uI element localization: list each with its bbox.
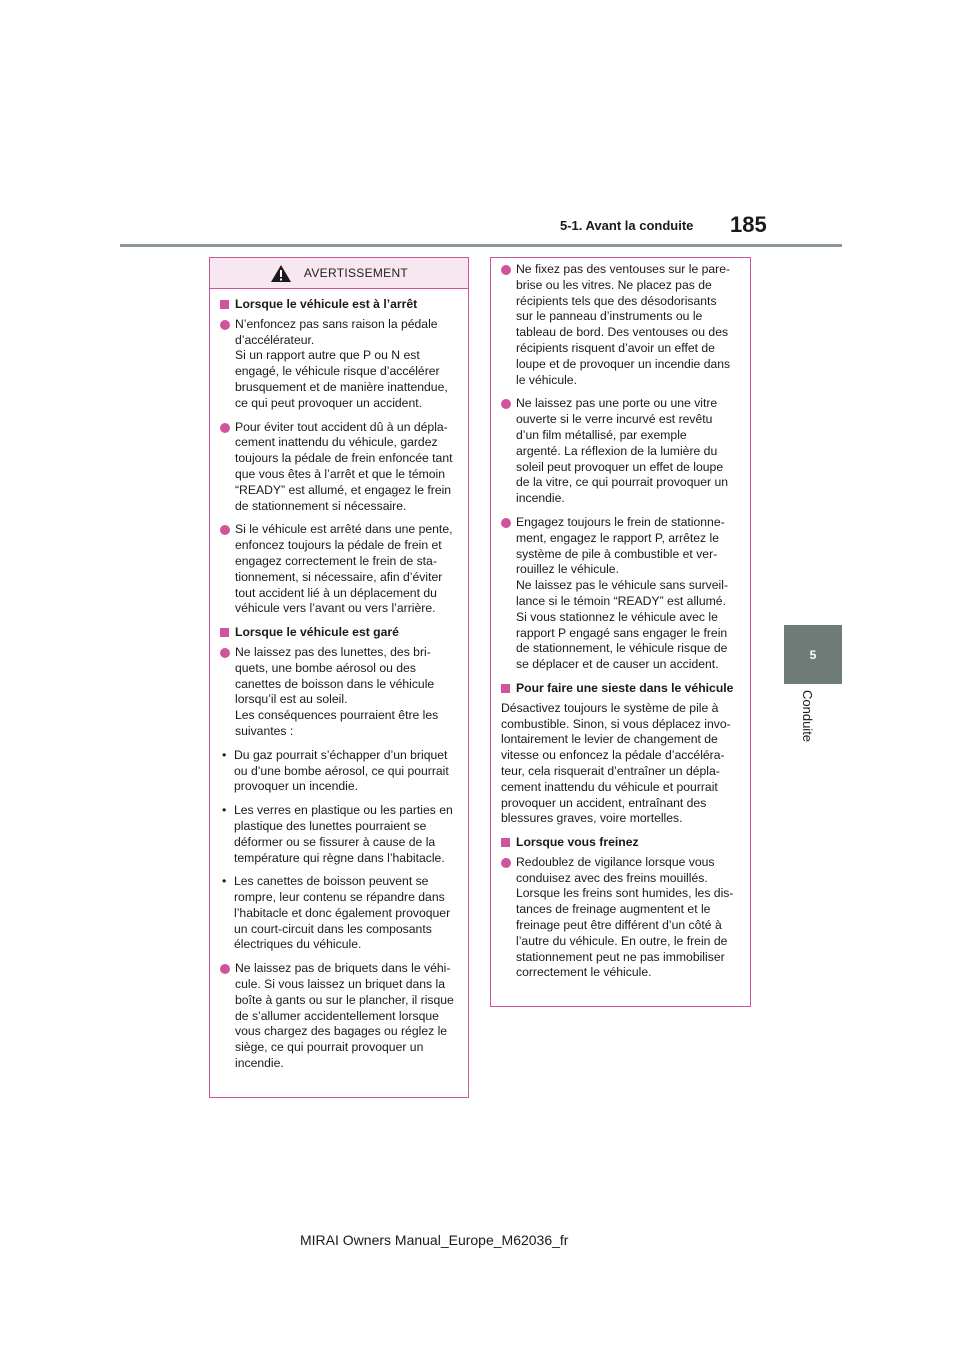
header-section-title: 5-1. Avant la conduite	[560, 218, 694, 233]
list-item: N’enfoncez pas sans raison la pédale d’accélérateur. Si un rapport autre que P ou N est engagé, le véhicule risque d’accélérer brusquement et de manière inattendue, ce qui peut provoquer un accident.	[220, 317, 458, 412]
square-bullet-icon	[220, 628, 229, 637]
subheading-nap: Pour faire une sieste dans le véhicule	[501, 681, 740, 697]
list-item: Ne laissez pas une porte ou une vitre ouverte si le verre incurvé est revêtu d’un film métallisé, par exemple argenté. La réflexion de la lumière du soleil peut provoquer un effet de loupe de la vitre, ce qui pourrait provoquer un incendie.	[501, 396, 740, 507]
list-item: Ne fixez pas des ventouses sur le pare- brise ou les vitres. Ne placez pas de récipients tels que des désodorisants sur le panneau d’instruments ou le tableau de bord. Des ventouses ou des récipients risquent d’avoir un effet de loupe et de provoquer un incendie dans le véhicule.	[501, 262, 740, 388]
round-bullet-icon	[501, 265, 511, 275]
chapter-tab[interactable]: 5	[784, 625, 842, 684]
round-bullet-icon	[220, 525, 230, 535]
square-bullet-icon	[501, 684, 510, 693]
square-bullet-icon	[501, 838, 510, 847]
warning-box-right	[490, 257, 751, 1007]
round-bullet-icon	[220, 648, 230, 658]
warning-triangle-icon	[270, 264, 292, 283]
subheading-parked: Lorsque le véhicule est garé	[220, 625, 458, 641]
sub-list-item: • Du gaz pourrait s’échapper d’un briquet ou d’une bombe aérosol, ce qui pourrait provoquer un incendie.	[222, 747, 449, 794]
round-bullet-icon	[501, 399, 511, 409]
round-bullet-icon	[220, 423, 230, 433]
list-item: Si le véhicule est arrêté dans une pente, enfoncez toujours la pédale de frein et engagez correctement le frein de sta- tionnement, si nécessaire, afin d’éviter tout accident lié à un déplacement du véhicule vers l’avant ou vers l’arrière.	[220, 522, 458, 617]
round-bullet-icon	[501, 518, 511, 528]
round-bullet-icon	[220, 964, 230, 974]
warning-header	[210, 258, 468, 289]
footer-manual-title: MIRAI Owners Manual_Europe_M62036_fr	[300, 1232, 569, 1248]
page-number: 185	[730, 212, 767, 237]
square-bullet-icon	[220, 300, 229, 309]
list-item: Ne laissez pas de briquets dans le véhi- cule. Si vous laissez un briquet dans la boîte à gants ou sur le plancher, il risque de s’allumer accidentellement lorsque vous chargez des bagages ou réglez le siège, ce qui pourrait provoquer un incendie.	[220, 961, 458, 1072]
chapter-label: Conduite	[800, 690, 815, 743]
list-item: Ne laissez pas des lunettes, des bri- quets, une bombe aérosol ou des canettes de boisson dans le véhicule lorsqu’il est au soleil. Les conséquences pourraient être les suivantes :	[220, 645, 458, 740]
list-item: Redoublez de vigilance lorsque vous conduisez avec des freins mouillés. Lorsque les freins sont humides, les dis- tances de freinage augmentent et le freinage peut être différent d’un côté à l’autre du véhicule. En outre, le frein de stationnement peut ne pas immobiliser correctement le véhicule.	[501, 855, 740, 981]
sub-list-item: • Les verres en plastique ou les parties en plastique des lunettes pourraient se déformer ou se fissurer à cause de la température qui règne dans l’habitacle.	[222, 803, 453, 865]
paragraph-nap: Désactivez toujours le système de pile à combustible. Sinon, si vous déplacez invo- lontairement le levier de changement de vitesse ou enfoncez la pédale d’accéléra- teur, cela risquerait d’entraîner un dépla- cement inattendu du véhicule et pourrait provoquer un accident, entraînant des blessures graves, voire mortelles.	[501, 700, 731, 826]
round-bullet-icon	[220, 320, 230, 330]
warning-box-left	[209, 257, 469, 1098]
sub-list-item: • Les canettes de boisson peuvent se rompre, leur contenu se répandre dans l’habitacle et donc également provoquer un court-circuit dans les composants électriques du véhicule.	[222, 874, 451, 952]
subheading-stopped: Lorsque le véhicule est à l’arrêt	[220, 297, 458, 313]
list-item: Pour éviter tout accident dû à un dépla- cement inattendu du véhicule, gardez toujours la pédale de frein enfoncée tant que vous êtes à l’arrêt et que le témoin “READY” est allumé, et engagez le frein de stationnement si nécessaire.	[220, 420, 458, 515]
list-item: Engagez toujours le frein de stationne- ment, engagez le rapport P, arrêtez le système de pile à combustible et ver- rouillez le véhicule. Ne laissez pas le véhicule sans surveil- lance si le témoin “READY” est allumé. Si vous stationnez le véhicule avec le rapport P engagé sans engager le frein de stationnement, le véhicule risque de se déplacer et de causer un accident.	[501, 515, 740, 673]
subheading-braking: Lorsque vous freinez	[501, 835, 740, 851]
header-rule	[120, 244, 842, 247]
warning-title: AVERTISSEMENT	[303, 266, 409, 280]
round-bullet-icon	[501, 858, 511, 868]
